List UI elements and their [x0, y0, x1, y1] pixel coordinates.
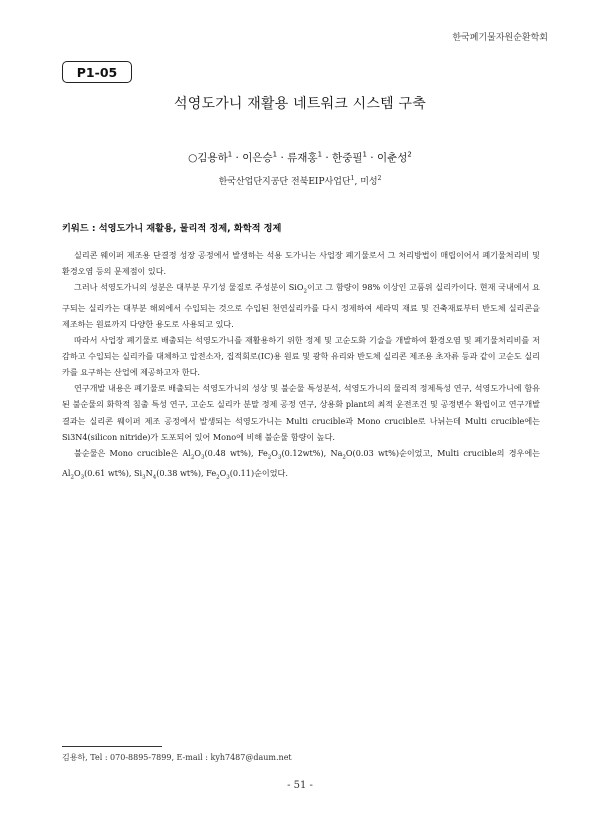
footnote-divider: [62, 746, 162, 747]
paragraph: [62, 445, 540, 486]
subscript: 2: [70, 475, 74, 482]
journal-header: 한국폐기물자원순환학회: [452, 33, 548, 43]
paper-title: 석영도가니 재활용 네트워크 시스템 구축: [174, 96, 426, 112]
subscript: 2: [216, 475, 220, 482]
subscript: 2: [342, 454, 346, 461]
poster-id-badge: P1-05: [62, 61, 132, 83]
paragraph: [62, 279, 540, 332]
paragraph-text: 불순물은 Mono crucible은 Al: [74, 447, 191, 458]
paragraph-text: O: [73, 468, 81, 479]
keywords: 키워드 : 석영도가니 재활용, 물리적 정제, 화학적 정제: [62, 223, 282, 234]
subscript: 2: [190, 454, 195, 461]
author-name: 김용하: [197, 152, 228, 164]
author-name: 류재홍: [287, 152, 318, 164]
author-sup: 1: [317, 150, 323, 159]
paragraph: 실리콘 웨이퍼 제조용 단결정 성장 공정에서 발생하는 석용 도가니는 사업장 폐기물로서 그 처리방법이 매립이어서 폐기물처리비 및 환경오염 등의 문제점이 있다.: [62, 250, 540, 277]
author-separator: ·: [232, 152, 243, 164]
paragraph-text: O: [219, 468, 227, 479]
author-sup: 1: [272, 150, 278, 159]
affiliation: [0, 174, 600, 187]
paragraph-text: 이고 그 함량이 98% 이상인 고품위 실리카이다. 현재 국내에서 요구되는 실리카는 대부분 해외에서 수입되는 것으로 수입된 천연실리카를 다시 정제하여 세라믹 재료 및 건축재료부터 반도체 실리콘을 제조하는 원료까지 다양한 용도로 사용되고 있다.: [62, 282, 540, 329]
paragraph-text: (0.61 wt%), Si: [84, 468, 143, 479]
abstract-body: [62, 247, 540, 486]
author-separator: ·: [322, 152, 333, 164]
author-name: 이은승: [242, 152, 273, 164]
subscript: 2: [267, 454, 272, 461]
paragraph: 연구개발 내용은 폐기물로 배출되는 석영도가니의 성상 및 불순물 특성분석, 석영도가니의 물리적 정제특성 연구, 석영도가니에 함유된 불순물의 화학적 침출 특성 연구, 고순도 실리카 분말 정제 공정 연구, 상용화 plant의 최적 운전조건 및 공정변수 확립이고 연구개발 결과는 실리콘 웨이퍼 제조 공정에서 발생되는 석영도가니는 Multi crucible과 Mono crucible로 나뉘는데 Multi crucible에는 Si3N4(silicon nitride)가 도포되어 있어 Mono에 비해 불순물 함량이 높다.: [62, 383, 540, 442]
paragraph-text: (0.11)순이었다.: [229, 468, 288, 479]
subscript: 3: [226, 475, 230, 482]
paragraph-text: O: [194, 447, 202, 458]
footnote: 김용하, Tel : 070-8895-7899, E-mail : kyh7487@daum.net: [62, 753, 292, 762]
presenter-mark: ○: [188, 152, 198, 164]
affiliation-org: 한국산업단지공단 전북EIP사업단: [218, 177, 351, 187]
author-sup: 1: [362, 150, 367, 159]
author-sup: 1: [227, 150, 233, 159]
author-sup: 2: [407, 150, 412, 159]
paragraph: 따라서 사업장 폐기물로 배출되는 석영도가니를 재활용하기 위한 정제 및 고순도화 기술을 개발하여 환경오염 및 폐기물처리비를 저감하고 수입되는 실리카를 대체하고 압전소자, 집적회로(IC)용 원료 및 광학 유리와 반도체 실리콘 제조용 초자류 등과 같이 고순도 실리카를 요구하는 산업에 제공하고자 한다.: [62, 335, 540, 378]
affiliation-sup: 1: [350, 175, 355, 182]
paragraph-text: 그러나 석영도가니의 성분은 대부분 무기성 물질로 주성분이 SiO: [74, 282, 304, 293]
affiliation-org: 미성: [360, 177, 378, 187]
subscript: 3: [277, 454, 282, 461]
subscript: 2: [303, 288, 308, 295]
paragraph-text: (0.12wt%), Na: [281, 447, 343, 458]
paragraph-text: (0.38 wt%), Fe: [156, 468, 217, 479]
page-number: - 51 -: [287, 780, 313, 791]
subscript: 4: [152, 475, 157, 482]
paragraph-text: N: [145, 468, 153, 479]
author-list: [0, 150, 600, 165]
author-separator: ·: [366, 152, 377, 164]
author-name: 이춘성: [376, 152, 408, 164]
paragraph-text: (0.48 wt%), Fe: [204, 447, 268, 458]
author-separator: ·: [277, 152, 288, 164]
author-name: 한중필: [332, 152, 363, 164]
paragraph-text: O: [271, 447, 278, 458]
affiliation-sup: 2: [377, 175, 382, 182]
subscript: 3: [142, 475, 146, 482]
paragraph-text: O(0.03 wt%)순이었고, Multi crucible의 경우에는 Al: [62, 447, 540, 479]
subscript: 3: [201, 454, 205, 461]
affiliation-separator: ,: [354, 177, 361, 187]
subscript: 3: [80, 475, 85, 482]
